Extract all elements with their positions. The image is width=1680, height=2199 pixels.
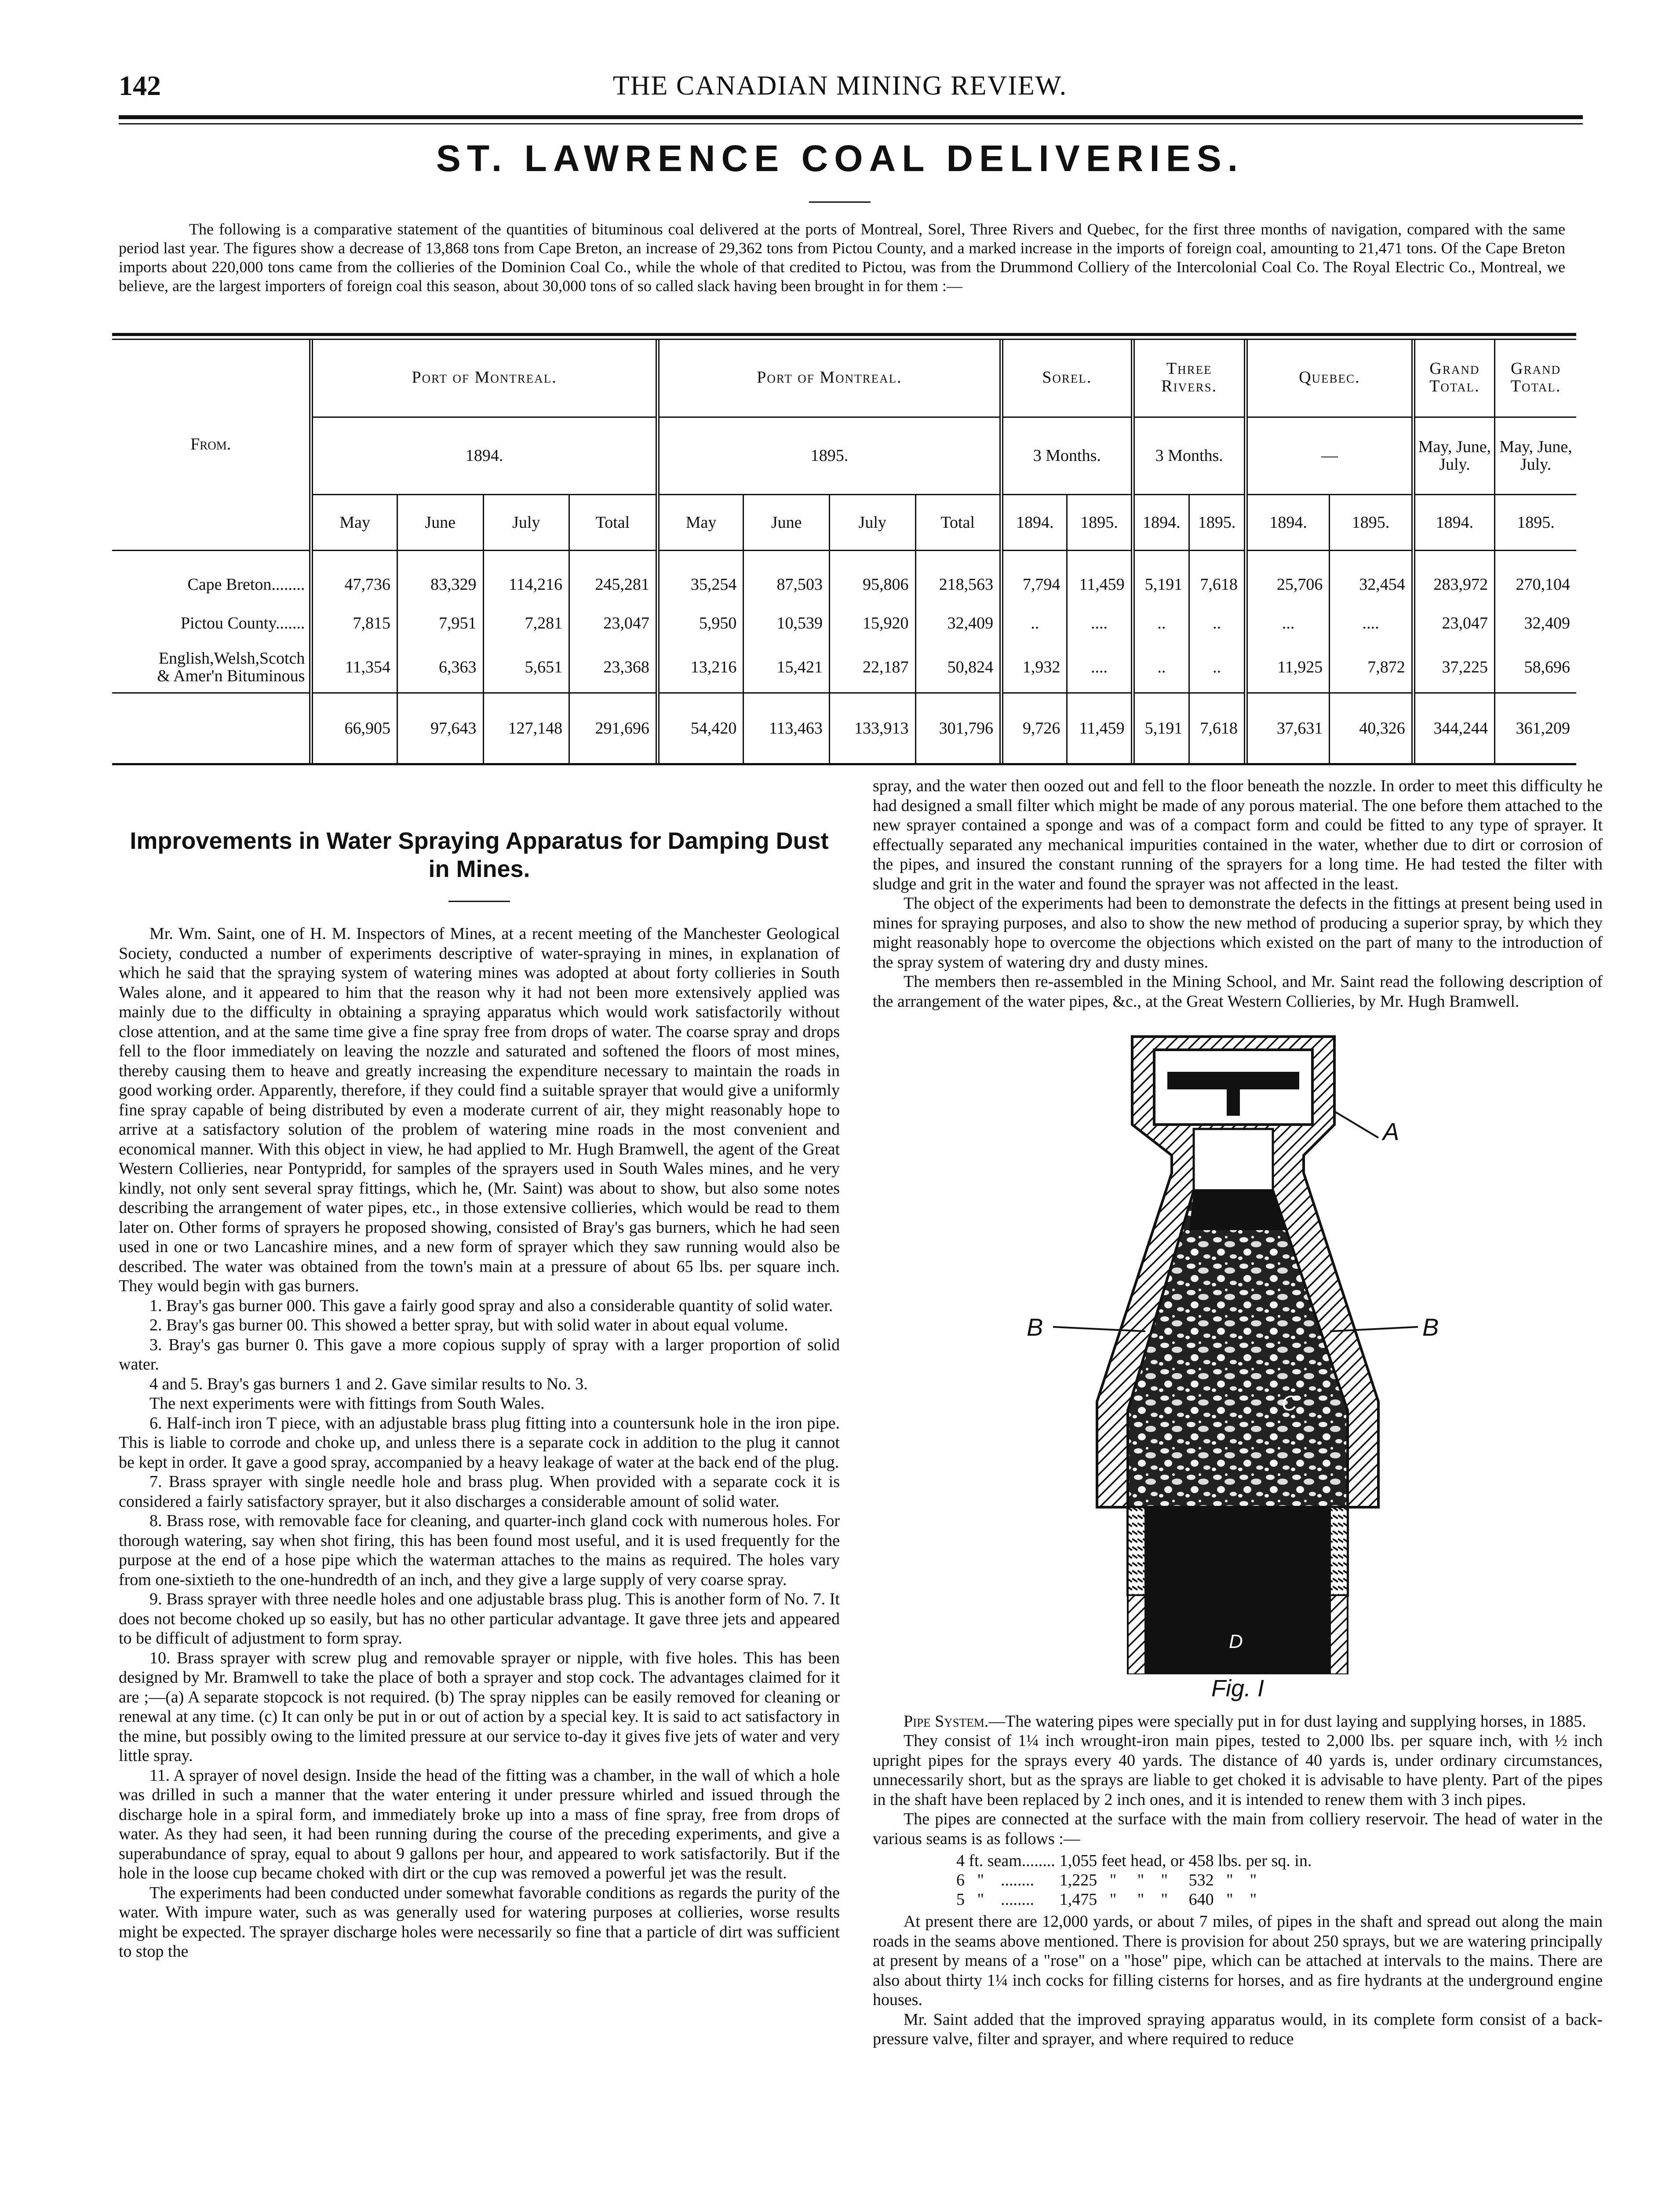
subgroup-grand-1895-months: May, June, July. (1495, 417, 1576, 494)
body-paragraph: The object of the experiments had been to demonstrate the defects in the fittings at present being used in mines for spraying purposes, and also to show the new method of producing a superior spray, by which they might reasonably hope to overcome the objections which existed on the part of many to the introduction of the spray system of watering dry and dusty mines. (873, 894, 1603, 972)
total-cell: 97,643 (397, 693, 483, 763)
cell: 6,363 (397, 642, 483, 693)
seam-lbs: 640 " " (1188, 1890, 1257, 1909)
cell: 7,618 (1189, 564, 1246, 604)
seam-head: 1,475 " " " (1059, 1890, 1168, 1909)
cell: 245,281 (569, 564, 658, 604)
cell: 22,187 (829, 642, 915, 693)
cell: 50,824 (915, 642, 1002, 693)
seam-row (956, 1851, 1316, 1870)
body-paragraph: 10. Brass sprayer with screw plug and removable sprayer or nipple, with five holes. This has been designed by Mr. Bramwell to take the place of both a sprayer and stop cock. The advantages claimed for it are ;—(a) A separate stopcock is not required. (b) The spray nipples can be easily removed for cleaning or renewal at any time. (c) It can only be put in or out of action by a special key. It is said to act satisfactory in the mine, but possibly owing to the limited pressure at our service to-day it gives five jets of water and very little spray. (119, 1648, 840, 1765)
cell: .. (1189, 642, 1246, 693)
cell: 5,191 (1133, 564, 1189, 604)
total-cell: 113,463 (743, 693, 830, 763)
total-cell: 11,459 (1067, 693, 1133, 763)
group-quebec: Quebec. (1246, 339, 1413, 417)
figure-label-b-right: B (1422, 1313, 1439, 1341)
total-cell: 37,631 (1246, 693, 1329, 763)
body-paragraph (873, 1712, 1603, 1731)
table-spacer-row (112, 550, 1576, 564)
sprayer-valve (1167, 1072, 1299, 1089)
body-paragraph: The members then re-assembled in the Mining School, and Mr. Saint read the following description of the arrangement of the water pipes, &c., at the Great Western Collieries, by Mr. Hugh Bramwell. (873, 972, 1603, 1011)
body-paragraph: Mr. Wm. Saint, one of H. M. Inspectors of Mines, at a recent meeting of the Manchester Geological Society, conducted a number of experiments descriptive of water-spraying in mines, in explanation of which he said that the spraying system of watering mines was adopted at about forty collieries in South Wales alone, and it appeared to him that the reason why it had not been more extensively applied was mainly due to the difficulty in obtaining a spraying apparatus which would work satisfactorily without close attention, and at the same time give a fine spray free from drops of water. The coarse spray and drops fell to the floor immediately on leaving the nozzle and saturated and softened the floors of most mines, thereby causing them to heave and greatly increasing the expenditure necessary to maintain the roads in good working order. Apparently, therefore, if they could find a suitable sprayer that would give a uniformly fine spray capable of being distributed by even a moderate current of air, they might reasonably hope to arrive at a satisfactory solution of the problem of watering mine roads in the most convenient and economical manner. With this object in view, he had applied to Mr. Hugh Bramwell, the agent of the Great Western Collieries, near Pontypridd, for samples of the sprayers used in South Wales mines, and he very kindly, not only sent several spray fittings, which he, (Mr. Saint) was about to show, but also some notes describing the arrangement of water pipes, etc., in those extensive collieries, which would be read to them later on. Other forms of sprayers he proposed showing, consisted of Bray's gas burners, which he had seen used in one or two Lancashire mines, and a new form of sprayer which they saw running would also be described. The water was obtained from the town's main at a pressure of about 65 lbs. per square inch. They would begin with gas burners. (119, 924, 840, 1295)
cell: .. (1133, 604, 1189, 642)
body-paragraph: 2. Bray's gas burner 00. This showed a better spray, but with solid water in about equal volume. (149, 1316, 788, 1334)
group-montreal-1895: Port of Montreal. (657, 339, 1001, 417)
cell: 47,736 (311, 564, 397, 604)
table-top-rule-thick (112, 333, 1576, 336)
cell: .... (1067, 604, 1133, 642)
total-cell: 7,618 (1189, 693, 1246, 763)
subgroup-sorel-months: 3 Months. (1002, 417, 1133, 494)
inlet-pipe-left (1128, 1595, 1145, 1674)
cell: 58,696 (1495, 642, 1576, 693)
group-grand-total-1894: Grand Total. (1413, 339, 1494, 417)
cell: 32,409 (915, 604, 1002, 642)
cell: .. (1133, 642, 1189, 693)
column-header: Total (569, 494, 658, 550)
cell: 95,806 (829, 564, 915, 604)
body-paragraph: spray, and the water then oozed out and fell to the floor beneath the nozzle. In order to meet this difficulty he had designed a small filter which might be made of any porous material. The one before them attached to the new sprayer contained a sponge and was of a compact form and could be fitted to any type of sprayer. It effectually separated any mechanical impurities contained in the water, whether due to dirt or corrosion of the pipes, and insured the constant running of the sprayers for a long time. He had tested the filter with sludge and grit in the water and found the sprayer was not affected in the least. (873, 777, 1603, 893)
total-cell: 301,796 (915, 693, 1002, 763)
cell: 10,539 (743, 604, 830, 642)
total-cell: 127,148 (483, 693, 569, 763)
cell: 5,950 (657, 604, 743, 642)
table-row (112, 564, 1576, 604)
cell: 83,329 (397, 564, 483, 604)
cell: ... (1246, 604, 1329, 642)
row-label-line: English,Welsh,Scotch (158, 649, 305, 668)
column-header: 1894. (1413, 494, 1494, 550)
inlet-pipe-right (1330, 1595, 1348, 1674)
group-montreal-1894: Port of Montreal. (311, 339, 657, 417)
cell: 23,047 (1413, 604, 1494, 642)
cell: 7,951 (397, 604, 483, 642)
body-paragraph: They consist of 1¼ inch wrought-iron main pipes, tested to 2,000 lbs. per square inch, with ½ inch upright pipes for the sprays every 40 yards. The distance of 40 yards is, under ordinary circumstances, unnecessarily short, but as the sprays are liable to get choked it is advisable to have plenty. Part of the pipes in the shaft have been replaced by 2 inch ones, and it is intended to renew them with 3 inch pipes. (873, 1731, 1603, 1809)
intro-paragraph: The following is a comparative statement of the quantities of bituminous coal delivered at the ports of Montreal, Sorel, Three Rivers and Quebec, for the first three months of navigation, compared with the same period last year. The figures show a decrease of 13,868 tons from Cape Breton, an increase of 29,362 tons from Pictou County, and a marked increase in the imports of foreign coal, amounting to 21,471 tons. Of the Cape Breton imports about 220,000 tons came from the collieries of the Dominion Coal Co., while the whole of that credited to Pictou, was from the Drummond Colliery of the Intercolonial Coal Co. The Royal Electric Co., Montreal, we believe, are the largest importers of foreign coal this season, about 30,000 tons of so called slack having been brought in for them :— (119, 220, 1565, 295)
cell: 7,815 (311, 604, 397, 642)
cell: 25,706 (1246, 564, 1329, 604)
body-paragraph: 9. Brass sprayer with three needle holes and one adjustable brass plug. This is another form of No. 7. It does not become choked up so easily, but has no other particular advantage. It gave three jets and appeared to be difficult of adjustment to form spray. (119, 1590, 840, 1647)
page-number: 142 (119, 70, 161, 101)
thread-right (1330, 1507, 1348, 1595)
total-cell: 5,191 (1133, 693, 1189, 763)
cell: 15,920 (829, 604, 915, 642)
cell: 11,459 (1067, 564, 1133, 604)
total-cell: 344,244 (1413, 693, 1494, 763)
article-title-coal-deliveries: ST. LAWRENCE COAL DELIVERIES. (436, 138, 1244, 179)
cell: 87,503 (743, 564, 830, 604)
thread-left (1128, 1507, 1145, 1595)
cell: .. (1189, 604, 1246, 642)
seam-row (956, 1890, 1316, 1909)
figure-label-a: A (1383, 1118, 1399, 1145)
seam-lbs: 532 " " (1188, 1871, 1257, 1889)
sprayer-chamber (1194, 1129, 1273, 1191)
sprayer-valve-stem (1227, 1089, 1240, 1116)
total-cell: 54,420 (657, 693, 743, 763)
article-title-water-spraying: Improvements in Water Spraying Apparatus for Damping Dust in Mines. (130, 828, 829, 882)
cell: 23,368 (569, 642, 658, 693)
body-paragraph: Mr. Saint added that the improved spraying apparatus would, in its complete form consist of a back-pressure valve, filter and sprayer, and where required to reduce (873, 2010, 1603, 2048)
group-grand-total-1895: Grand Total. (1495, 339, 1576, 417)
seam-head: 1,225 " " " (1059, 1871, 1168, 1889)
article-left-column (119, 827, 840, 1962)
group-three-rivers: Three Rivers. (1133, 339, 1246, 417)
leader-line-a (1334, 1111, 1378, 1138)
cell: 270,104 (1495, 564, 1576, 604)
seam-head: 1,055 feet head, or (1059, 1852, 1184, 1870)
cell: 32,409 (1495, 604, 1576, 642)
table-row (112, 642, 1576, 693)
total-cell: 9,726 (1002, 693, 1067, 763)
cell: 114,216 (483, 564, 569, 604)
article-title-rule (448, 901, 510, 902)
seam-row (956, 1870, 1316, 1890)
cell: .... (1067, 642, 1133, 693)
seam-name: 4 ft. seam........ (956, 1852, 1055, 1870)
table-bottom-rule (112, 763, 1576, 765)
column-header: 1894. (1133, 494, 1189, 550)
cell: 13,216 (657, 642, 743, 693)
cell: 11,354 (311, 642, 397, 693)
seam-name: 6 " ........ (956, 1871, 1035, 1889)
group-sorel: Sorel. (1002, 339, 1133, 417)
figure-label-d: D (1229, 1631, 1243, 1652)
body-paragraph: The next experiments were with fittings from South Wales. (149, 1394, 545, 1413)
figure-label-c: C (1282, 1392, 1297, 1415)
column-header: 1895. (1189, 494, 1246, 550)
subgroup-year-1895: 1895. (657, 417, 1001, 494)
cell: .... (1330, 604, 1413, 642)
cell: .. (1002, 604, 1067, 642)
column-header: 1894. (1246, 494, 1329, 550)
figure-caption: Fig. I (1211, 1675, 1265, 1702)
header-rule-thick (119, 115, 1583, 119)
column-header: 1894. (1002, 494, 1067, 550)
body-paragraph: 3. Bray's gas burner 0. This gave a more copious supply of spray with a larger proportion of solid water. (119, 1335, 840, 1373)
seam-lbs: 458 lbs. per sq. in. (1188, 1852, 1312, 1870)
cell: 218,563 (915, 564, 1002, 604)
total-cell: 40,326 (1330, 693, 1413, 763)
table-totals-row (112, 693, 1576, 763)
body-paragraph: At present there are 12,000 yards, or about 7 miles, of pipes in the shaft and spread out along the main roads in the seams above mentioned. There is provision for about 250 sprays, but we are watering principally at present by means of a "rose" on a "hose" pipe, which can be attached at intervals to the mains. There are also about thirty 1¼ inch cocks for filling cisterns for horses, and as fire hydrants at the underground engine houses. (873, 1912, 1603, 2009)
cell: 11,925 (1246, 642, 1329, 693)
body-paragraph: 11. A sprayer of novel design. Inside the head of the fitting was a chamber, in the wall of which a hole was drilled in such a manner that the water entering it under pressure whirled and issued through the discharge hole in a spiral form, and immediately broke up into a mass of fine spray, free from drops of water. As they had seen, it had been running during the course of the preceding experiments, and give a superabundance of spray, equal to about 9 gallons per hour, and appeared to work satisfactorily. But if the hole in the loose cup became choked with dirt or the cup was removed a powerful jet was the result. (119, 1766, 840, 1882)
subgroup-year-1894: 1894. (311, 417, 657, 494)
sprayer-filter-figure (1000, 1023, 1475, 1674)
cell: 35,254 (657, 564, 743, 604)
column-header: 1895. (1330, 494, 1413, 550)
row-label: Cape Breton........ (187, 575, 305, 594)
body-paragraph: 4 and 5. Bray's gas burners 1 and 2. Gave similar results to No. 3. (149, 1374, 588, 1393)
journal-title: THE CANADIAN MINING REVIEW. (612, 71, 1068, 101)
total-cell: 133,913 (829, 693, 915, 763)
body-paragraph: The experiments had been conducted under somewhat favorable conditions as regards the purity of the water. With impure water, such as was generally used for watering purposes at collieries, worse results might be expected. The sprayer discharge holes were necessarily so fine that a particle of dirt was sufficient to stop the (119, 1883, 840, 1961)
column-header: June (397, 494, 483, 550)
cell: 283,972 (1413, 564, 1494, 604)
subgroup-grand-1894-months: May, June, July. (1413, 417, 1494, 494)
row-label: Pictou County....... (180, 614, 305, 632)
subgroup-quebec-dash: — (1246, 417, 1413, 494)
article-right-column (873, 776, 1603, 2049)
total-cell: 361,209 (1495, 693, 1576, 763)
body-paragraph: The pipes are connected at the surface with the main from colliery reservoir. The head of water in the various seams is as follows :— (873, 1810, 1603, 1848)
total-cell: 66,905 (311, 693, 397, 763)
body-paragraph: 8. Brass rose, with removable face for cleaning, and quarter-inch gland cock with numerous holes. For thorough watering, say when shot firing, this has been found most useful, and it is used frequently for the purpose at the end of a hose pipe which the waterman attaches to the mains as required. The holes vary from one-sixtieth to the one-hundredth of an inch, and they give a large supply of very coarse spray. (119, 1512, 840, 1589)
body-paragraph: 7. Brass sprayer with single needle hole and brass plug. When provided with a separate cock it is considered a fairly satisfactory sprayer, but it also discharges a considerable amount of solid water. (119, 1472, 840, 1511)
column-header: July (483, 494, 569, 550)
column-header: June (743, 494, 830, 550)
cell: 5,651 (483, 642, 569, 693)
cell: 1,932 (1002, 642, 1067, 693)
cell: 7,281 (483, 604, 569, 642)
from-header: From. (190, 435, 231, 453)
total-cell: 291,696 (569, 693, 658, 763)
row-label (112, 642, 311, 693)
figure-label-b-left: B (1027, 1313, 1043, 1341)
column-header: 1895. (1067, 494, 1133, 550)
seam-name: 5 " ........ (956, 1890, 1035, 1909)
subgroup-three-rivers-months: 3 Months. (1133, 417, 1246, 494)
title-short-rule (809, 201, 871, 203)
coal-deliveries-table (112, 339, 1576, 763)
body-paragraph: 6. Half-inch iron T piece, with an adjustable brass plug fitting into a countersunk hole in the iron pipe. This is liable to corrode and choke up, and unless there is a separate cock in addition to the plug it cannot be kept in order. It gave a good spray, accompanied by a heavy leakage of water at the back end of the plug. (119, 1414, 840, 1472)
cell: 37,225 (1413, 642, 1494, 693)
table-row (112, 604, 1576, 642)
column-header: May (657, 494, 743, 550)
pipe-system-heading: Pipe System. (904, 1712, 989, 1731)
column-header: May (311, 494, 397, 550)
cell: 23,047 (569, 604, 658, 642)
header-rule-thin (119, 123, 1583, 124)
pipe-system-text: —The watering pipes were specially put in for dust laying and supplying horses, in 1885. (988, 1712, 1586, 1731)
cell: 15,421 (743, 642, 830, 693)
filter-upper-chamber (1189, 1191, 1286, 1230)
seam-head-table (956, 1851, 1316, 1909)
body-paragraph: 1. Bray's gas burner 000. This gave a fairly good spray and also a considerable quantity of solid water. (149, 1296, 833, 1315)
column-header: Total (915, 494, 1002, 550)
cell: 7,794 (1002, 564, 1067, 604)
cell: 32,454 (1330, 564, 1413, 604)
row-label-line: & Amer'n Bituminous (157, 666, 305, 685)
cell: 7,872 (1330, 642, 1413, 693)
column-header: 1895. (1495, 494, 1576, 550)
column-header: July (829, 494, 915, 550)
